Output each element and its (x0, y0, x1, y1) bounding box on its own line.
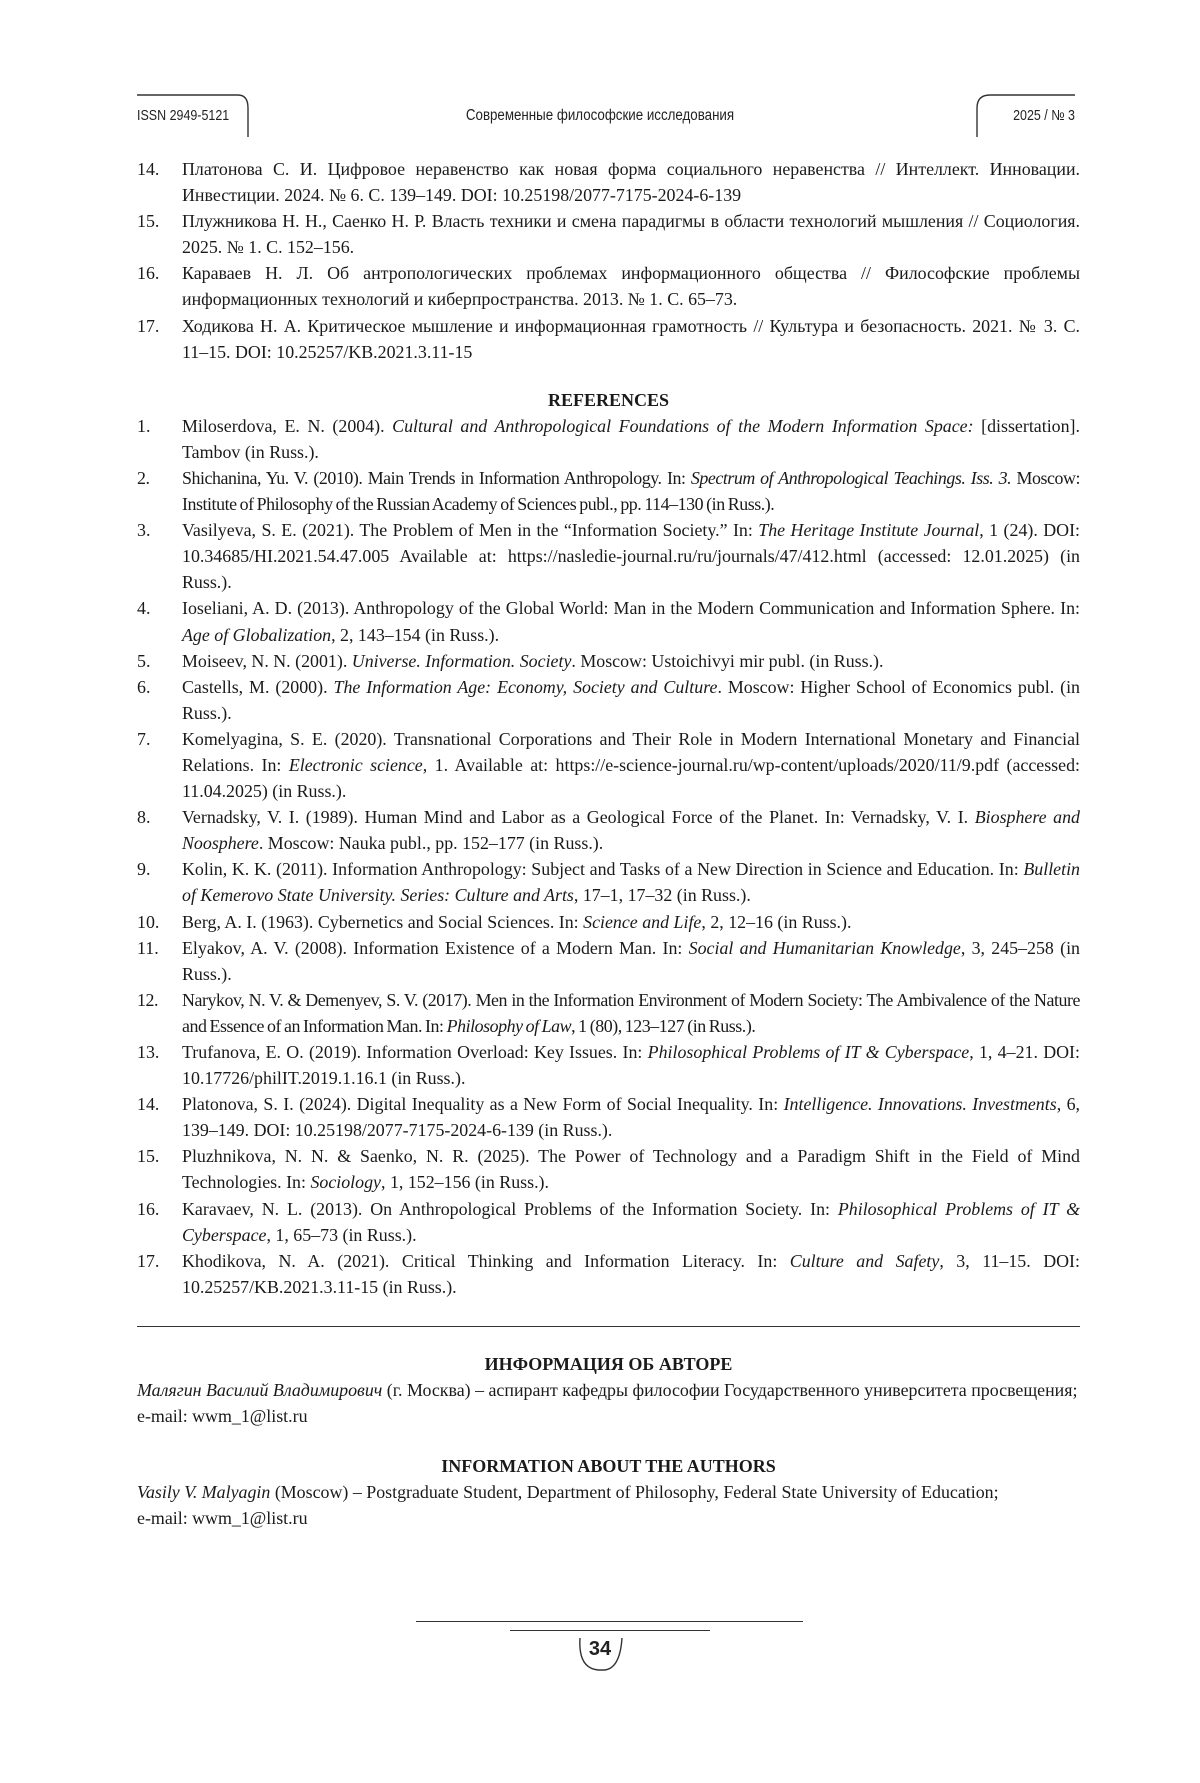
author-name-en: Vasily V. Malyagin (137, 1482, 270, 1502)
page-number: 34 (589, 1638, 611, 1661)
author-info-heading-ru: ИНФОРМАЦИЯ ОБ АВТОРЕ (137, 1351, 1080, 1377)
reference-number: 17. (137, 1248, 182, 1274)
section-divider (137, 1326, 1080, 1327)
page-content (137, 156, 1080, 1531)
reference-number: 16. (137, 1196, 182, 1222)
reference-item (137, 856, 1080, 908)
reference-number: 13. (137, 1039, 182, 1065)
author-email-ru: e-mail: wwm_1@list.ru (137, 1403, 1080, 1429)
reference-item (137, 1196, 1080, 1248)
author-info-heading-en: INFORMATION ABOUT THE AUTHORS (137, 1453, 1080, 1479)
reference-text: Vasilyeva, S. E. (2021). The Problem of Men in the “Information Society.” In: The Heritage Institute Journal, 1 (24). DOI: 10.34685/HI.2021.54.47.005 Available at: https://nasledie-journal.ru/ru/journals/47/412.html (accessed: 12.01.2025) (in Russ.). (182, 517, 1080, 595)
reference-item (137, 260, 1080, 312)
reference-text: Trufanova, E. O. (2019). Information Overload: Key Issues. In: Philosophical Problems of IT & Cyberspace, 1, 4–21. DOI: 10.17726/philIT.2019.1.16.1 (in Russ.). (182, 1039, 1080, 1091)
reference-number: 15. (137, 1143, 182, 1169)
references-heading: REFERENCES (137, 387, 1080, 413)
reference-item (137, 674, 1080, 726)
reference-number: 14. (137, 1091, 182, 1117)
issue-number: 2025 / № 3 (1013, 108, 1075, 124)
reference-item (137, 935, 1080, 987)
reference-item (137, 909, 1080, 935)
reference-item (137, 726, 1080, 804)
english-references-list (137, 413, 1080, 1300)
reference-text: Khodikova, N. A. (2021). Critical Thinking and Information Literacy. In: Culture and Safety, 3, 11–15. DOI: 10.25257/KB.2021.3.11-15 (in Russ.). (182, 1248, 1080, 1300)
reference-text: Narykov, N. V. & Demenyev, S. V. (2017). Men in the Information Environment of Modern Society: The Ambivalence of the Nature and Essence of an Information Man. In: Philosophy of Law, 1 (80), 123–127 (in Russ.). (182, 987, 1080, 1039)
reference-text: Komelyagina, S. E. (2020). Transnational Corporations and Their Role in Modern International Monetary and Financial Relations. In: Electronic science, 1. Available at: https://e-science-journal.ru/wp-content/uploads/2020/11/9.pdf (accessed: 11.04.2025) (in Russ.). (182, 726, 1080, 804)
reference-item (137, 987, 1080, 1039)
reference-item (137, 804, 1080, 856)
reference-text: Kolin, K. K. (2011). Information Anthropology: Subject and Tasks of a New Direction in Science and Education. In: Bulletin of Kemerovo State University. Series: Culture and Arts, 17–1, 17–32 (in Russ.). (182, 856, 1080, 908)
reference-text: Castells, M. (2000). The Information Age: Economy, Society and Culture. Moscow: Higher School of Economics publ. (in Russ.). (182, 674, 1080, 726)
reference-item (137, 1091, 1080, 1143)
reference-number: 8. (137, 804, 182, 830)
reference-text: Платонова С. И. Цифровое неравенство как новая форма социального неравенства // Интеллект. Инновации. Инвестиции. 2024. № 6. С. 139–149. DOI: 10.25198/2077-7175-2024-6-139 (182, 156, 1080, 208)
reference-text: Плужникова Н. Н., Саенко Н. Р. Власть техники и смена парадигмы в области технологий мышления // Социология. 2025. № 1. С. 152–156. (182, 208, 1080, 260)
footer-rule-long (416, 1621, 803, 1622)
reference-item (137, 1248, 1080, 1300)
reference-number: 15. (137, 208, 182, 234)
reference-item (137, 1039, 1080, 1091)
author-info-ru (137, 1377, 1080, 1403)
reference-number: 6. (137, 674, 182, 700)
author-name-ru: Малягин Василий Владимирович (137, 1380, 382, 1400)
reference-text: Shichanina, Yu. V. (2010). Main Trends in Information Anthropology. In: Spectrum of Anthropological Teachings. Iss. 3. Moscow: Institute of Philosophy of the Russian Academy of Sciences publ., pp. 114–130 (in Russ.). (182, 465, 1080, 517)
reference-item (137, 648, 1080, 674)
reference-text: Karavaev, N. L. (2013). On Anthropological Problems of the Information Society. In: Philosophical Problems of IT & Cyberspace, 1, 65–73 (in Russ.). (182, 1196, 1080, 1248)
reference-text: Berg, A. I. (1963). Cybernetics and Social Sciences. In: Science and Life, 2, 12–16 (in Russ.). (182, 909, 1080, 935)
reference-text: Vernadsky, V. I. (1989). Human Mind and Labor as a Geological Force of the Planet. In: Vernadsky, V. I. Biosphere and Noosphere. Moscow: Nauka publ., pp. 152–177 (in Russ.). (182, 804, 1080, 856)
reference-number: 5. (137, 648, 182, 674)
reference-number: 16. (137, 260, 182, 286)
reference-item (137, 208, 1080, 260)
journal-title: Современные философские исследования (466, 107, 734, 125)
reference-item (137, 413, 1080, 465)
reference-item (137, 517, 1080, 595)
reference-number: 1. (137, 413, 182, 439)
reference-text: Platonova, S. I. (2024). Digital Inequality as a New Form of Social Inequality. In: Intelligence. Innovations. Investments, 6, 139–149. DOI: 10.25198/2077-7175-2024-6-139 (in Russ.). (182, 1091, 1080, 1143)
reference-item (137, 313, 1080, 365)
reference-text: Караваев Н. Л. Об антропологических проблемах информационного общества // Философские проблемы информационных технологий и киберпространства. 2013. № 1. С. 65–73. (182, 260, 1080, 312)
author-email-en: e-mail: wwm_1@list.ru (137, 1505, 1080, 1531)
reference-item (137, 1143, 1080, 1195)
reference-number: 17. (137, 313, 182, 339)
reference-text: Ходикова Н. А. Критическое мышление и информационная грамотность // Культура и безопасность. 2021. № 3. С. 11–15. DOI: 10.25257/KB.2021.3.11-15 (182, 313, 1080, 365)
reference-text: Ioseliani, A. D. (2013). Anthropology of the Global World: Man in the Modern Communication and Information Sphere. In: Age of Globalization, 2, 143–154 (in Russ.). (182, 595, 1080, 647)
reference-number: 2. (137, 465, 182, 491)
russian-references-list (137, 156, 1080, 365)
reference-item (137, 595, 1080, 647)
reference-item (137, 465, 1080, 517)
author-desc-ru: (г. Москва) – аспирант кафедры философии Государственного университета просвещения; (382, 1380, 1077, 1400)
author-desc-en: (Moscow) – Postgraduate Student, Department of Philosophy, Federal State University of Education; (270, 1482, 998, 1502)
footer-rule-short (510, 1630, 710, 1631)
reference-number: 7. (137, 726, 182, 752)
reference-text: Miloserdova, E. N. (2004). Cultural and Anthropological Foundations of the Modern Information Space: [dissertation]. Tambov (in Russ.). (182, 413, 1080, 465)
running-header (0, 0, 1200, 140)
reference-number: 14. (137, 156, 182, 182)
reference-text: Elyakov, A. V. (2008). Information Existence of a Modern Man. In: Social and Humanitarian Knowledge, 3, 245–258 (in Russ.). (182, 935, 1080, 987)
reference-text: Pluzhnikova, N. N. & Saenko, N. R. (2025). The Power of Technology and a Paradigm Shift in the Field of Mind Technologies. In: Sociology, 1, 152–156 (in Russ.). (182, 1143, 1080, 1195)
reference-number: 10. (137, 909, 182, 935)
reference-number: 3. (137, 517, 182, 543)
reference-text: Moiseev, N. N. (2001). Universe. Information. Society. Moscow: Ustoichivyi mir publ. (in Russ.). (182, 648, 1080, 674)
reference-number: 11. (137, 935, 182, 961)
issn: ISSN 2949-5121 (137, 108, 229, 124)
reference-number: 12. (137, 987, 182, 1013)
reference-item (137, 156, 1080, 208)
author-info-en (137, 1479, 1080, 1505)
reference-number: 4. (137, 595, 182, 621)
reference-number: 9. (137, 856, 182, 882)
